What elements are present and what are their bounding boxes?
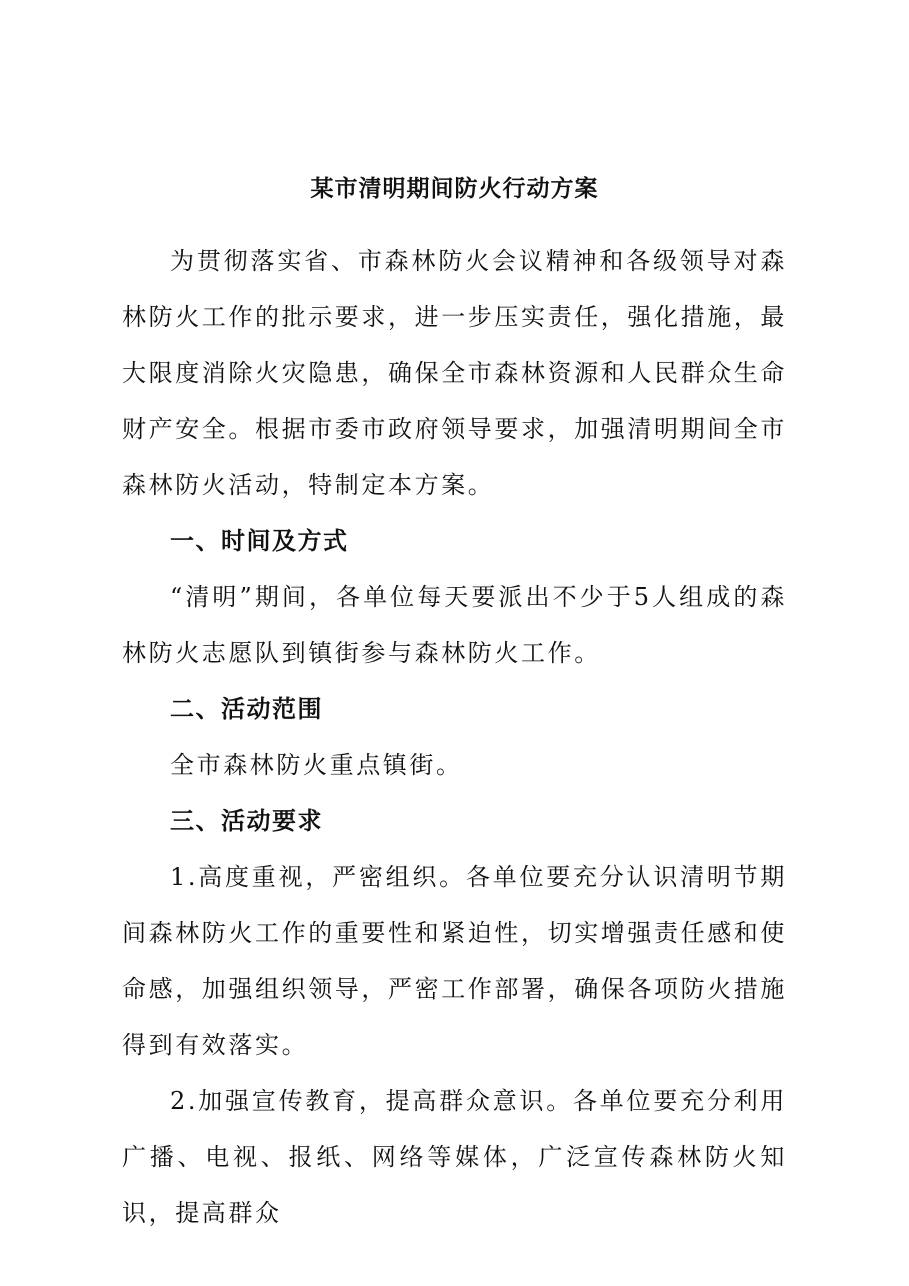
- section-paragraph: “清明”期间，各单位每天要派出不少于5人组成的森林防火志愿队到镇街参与森林防火工作。: [122, 583, 787, 667]
- document-title: 某市清明期间防火行动方案: [310, 176, 599, 202]
- section-heading-scope: 二、活动范围: [170, 695, 323, 723]
- section-heading-requirements: 三、活动要求: [170, 807, 323, 835]
- document-body: [122, 233, 787, 1241]
- section-paragraph: 全市森林防火重点镇街。: [170, 751, 463, 779]
- intro-paragraph: 为贯彻落实省、市森林防火会议精神和各级领导对森林防火工作的批示要求，进一步压实责任，强化措施，最大限度消除火灾隐患，确保全市森林资源和人民群众生命财产安全。根据市委市政府领导要求，加强清明期间全市森林防火活动，特制定本方案。: [122, 247, 787, 499]
- section-paragraph: 1.高度重视，严密组织。各单位要充分认识清明节期间森林防火工作的重要性和紧迫性，切实增强责任感和使命感，加强组织领导，严密工作部署，确保各项防火措施得到有效落实。: [122, 863, 787, 1059]
- section-heading-time: 一、时间及方式: [170, 527, 349, 555]
- section-paragraph: 2.加强宣传教育，提高群众意识。各单位要充分利用广播、电视、报纸、网络等媒体，广泛宣传森林防火知识，提高群众: [122, 1087, 787, 1227]
